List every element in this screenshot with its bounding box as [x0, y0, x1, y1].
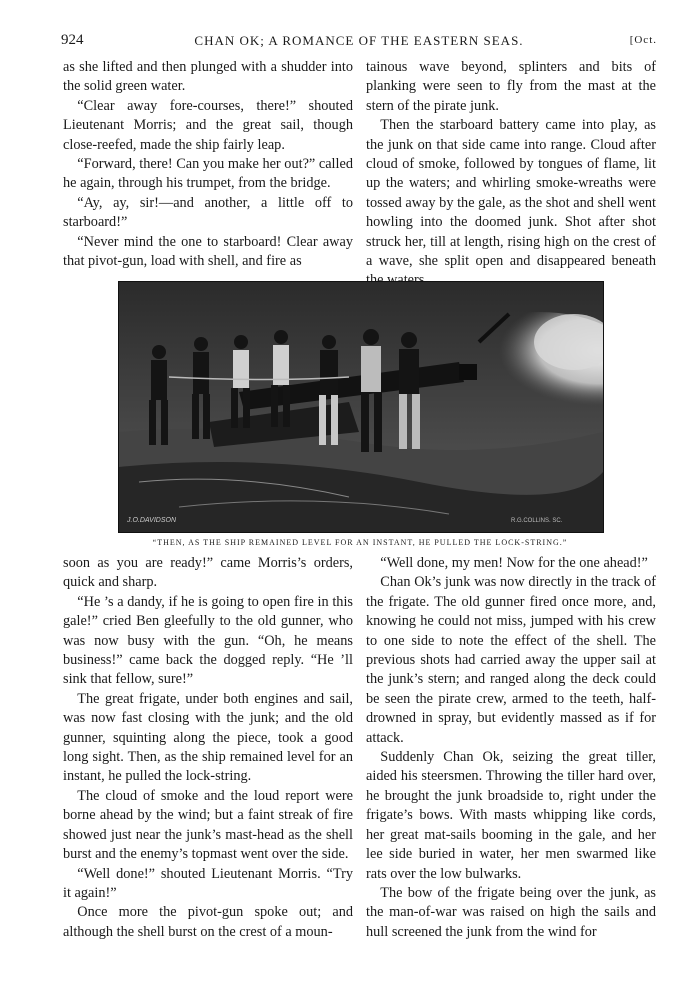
page-number: 924: [61, 32, 84, 48]
column-top-left: [63, 58, 353, 271]
paragraph: “Well done, my men! Now for the one ahead!”: [380, 555, 648, 571]
paragraph: “Well done!” shouted Lieutenant Morris. “Try it again!”: [63, 865, 353, 901]
paragraph: soon as you are ready!” came Morris’s orders, quick and sharp.: [63, 555, 353, 591]
paragraph: Chan Ok’s junk was now directly in the track of the frigate. The old gunner fired once more, and, knowing he could not miss, jumped with his crew to one side to note the effect of the shell. The previous shots had carried away the upper sail at the junk’s stern; and ranged along the deck could be seen the pirate crew, armed to the teeth, half-drowned in spray, but evidently massed as if for attack.: [366, 574, 656, 746]
illustration-caption: “THEN, AS THE SHIP REMAINED LEVEL FOR AN INSTANT, HE PULLED THE LOCK-STRING.”: [152, 538, 568, 547]
paragraph: Once more the pivot-gun spoke out; and although the shell burst on the crest of a moun-: [63, 904, 353, 940]
column-bottom-left: [63, 554, 353, 942]
paragraph: “Forward, there! Can you make her out?” called he again, through his trumpet, from the bridge.: [63, 156, 353, 192]
paragraph: tainous wave beyond, splinters and bits of planking were seen to fly from the mast at the stern of the pirate junk.: [366, 59, 656, 114]
column-top-right: [366, 58, 656, 291]
artist-signature: J.O.DAVIDSON: [127, 517, 177, 524]
column-bottom-right: [366, 554, 656, 942]
month-marker: [Oct.: [629, 34, 657, 46]
paragraph: The bow of the frigate being over the junk, as the man-of-war was raised on high the sails and hull screened the junk from the wind for: [366, 884, 656, 940]
paragraph: The cloud of smoke and the loud report were borne ahead by the wind; but a faint streak of fire showed just near the junk’s mast-head as the shell burst and the enemy’s topmast went over the side.: [63, 787, 353, 863]
page-header: [61, 32, 657, 52]
paragraph: The great frigate, under both engines and sail, was now fast closing with the junk; and the old gunner, squinting along the piece, took a good long sight. Then, as the ship remained level for an instant, he pulled the lock-string.: [63, 690, 353, 785]
paragraph: “Clear away fore-courses, there!” shouted Lieutenant Morris; and the great sail, though close-reefed, made the ship fairly leap.: [63, 97, 353, 153]
engraving-illustration: [118, 281, 604, 533]
paragraph: Suddenly Chan Ok, seizing the great tiller, aided his steersmen. Throwing the tiller hard over, he brought the junk broadside to, right under the frigate’s bows. With masts whipping like cords, her great mat-sails booming in the gale, and her lee side buried in water, her men swarmed like rats over the low bulwarks.: [366, 749, 656, 882]
paragraph: as she lifted and then plunged with a shudder into the solid green water.: [63, 59, 353, 95]
paragraph: “Never mind the one to starboard! Clear away that pivot-gun, load with shell, and fire as: [63, 233, 353, 270]
paragraph: Then the starboard battery came into play, as the junk on that side came into range. Cloud after cloud of smoke, followed by tongues of flame, lit up the waters; and whirling smoke-wreaths were tossed away by the gale, as the shot and shell went howling into the doomed junk. Shot after shot struck her, till at length, rising high on the crest of a wave, she split open and disappeared beneath: [366, 117, 656, 270]
engraver-signature: R.G.COLLINS. SC.: [511, 518, 563, 524]
running-title: CHAN OK; A ROMANCE OF THE EASTERN SEAS.: [194, 33, 524, 48]
paragraph: “He ’s a dandy, if he is going to open fire in this gale!” cried Ben gleefully to the old gunner, who was now busy with the gun. “Oh, he means business!” came back the dogged reply. “He ’ll sink that fellow, sure!”: [63, 593, 353, 688]
paragraph: “Ay, ay, sir!—and another, a little off to starboard!”: [63, 194, 353, 231]
gun-crew-scene: [119, 282, 603, 532]
